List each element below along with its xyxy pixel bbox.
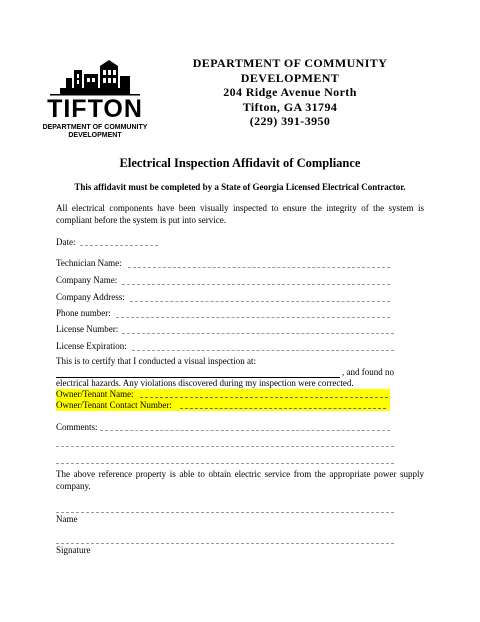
header-address: 204 Ridge Avenue North (223, 85, 357, 99)
found-no-text: , and found no (342, 367, 394, 377)
company-address-label: Company Address: (56, 292, 125, 302)
document-title: Electrical Inspection Affidavit of Compliance (119, 156, 361, 170)
header-line: DEPARTMENT OF COMMUNITY (192, 56, 388, 70)
license-number-label: License Number: (56, 324, 119, 334)
logo-brand-text: TIFTON (47, 95, 143, 123)
comments-line-3[interactable] (56, 463, 394, 464)
technician-name-label: Technician Name: (56, 258, 122, 268)
owner-contact-row (56, 400, 390, 411)
header-line: DEVELOPMENT (240, 70, 340, 85)
signature-label: Signature (56, 545, 91, 555)
date-line[interactable] (80, 245, 158, 246)
logo-subtitle (36, 124, 154, 140)
comments-label: Comments: (56, 422, 98, 432)
company-name-line[interactable] (122, 284, 390, 285)
phone-number-label: Phone number: (56, 308, 111, 318)
license-expiration-label: License Expiration: (56, 341, 127, 351)
date-label: Date: (56, 237, 76, 247)
header-city: Tifton, GA 31794 (242, 99, 338, 114)
contractor-notice: This affidavit must be completed by a State of Georgia Licensed Electrical Contractor. (74, 182, 406, 192)
header-phone: (229) 391-3950 (249, 114, 331, 128)
certify-statement: This is to certify that I conducted a visual inspection at: (56, 356, 256, 366)
reference-statement: The above reference property is able to obtain electric service from the appropriate power supply company. (56, 469, 424, 491)
owner-name-row (56, 389, 390, 400)
owner-contact-label: Owner/Tenant Contact Number: (56, 400, 172, 410)
logo-subtitle-line1: DEPARTMENT OF COMMUNITY (42, 124, 148, 131)
comments-line-2[interactable] (56, 446, 394, 447)
name-line[interactable] (56, 512, 394, 513)
license-number-line[interactable] (122, 333, 394, 334)
owner-contact-line[interactable] (180, 408, 386, 409)
owner-name-line[interactable] (140, 397, 388, 398)
violations-statement: electrical hazards. Any violations discovered during my inspection were corrected. (56, 378, 354, 388)
license-expiration-line[interactable] (132, 350, 394, 351)
company-name-label: Company Name: (56, 275, 118, 285)
company-address-line[interactable] (130, 301, 390, 302)
comments-line-1[interactable] (100, 430, 390, 431)
phone-number-line[interactable] (116, 317, 390, 318)
logo-subtitle-line2: DEVELOPMENT (68, 132, 122, 139)
department-header (180, 56, 400, 129)
technician-name-line[interactable] (128, 267, 390, 268)
signature-line[interactable] (56, 543, 394, 544)
owner-name-label: Owner/Tenant Name: (56, 389, 134, 399)
intro-paragraph: All electrical components have been visually inspected to ensure the integrity of the system is compliant before the system is put into service. (56, 203, 424, 225)
name-label: Name (56, 514, 78, 524)
